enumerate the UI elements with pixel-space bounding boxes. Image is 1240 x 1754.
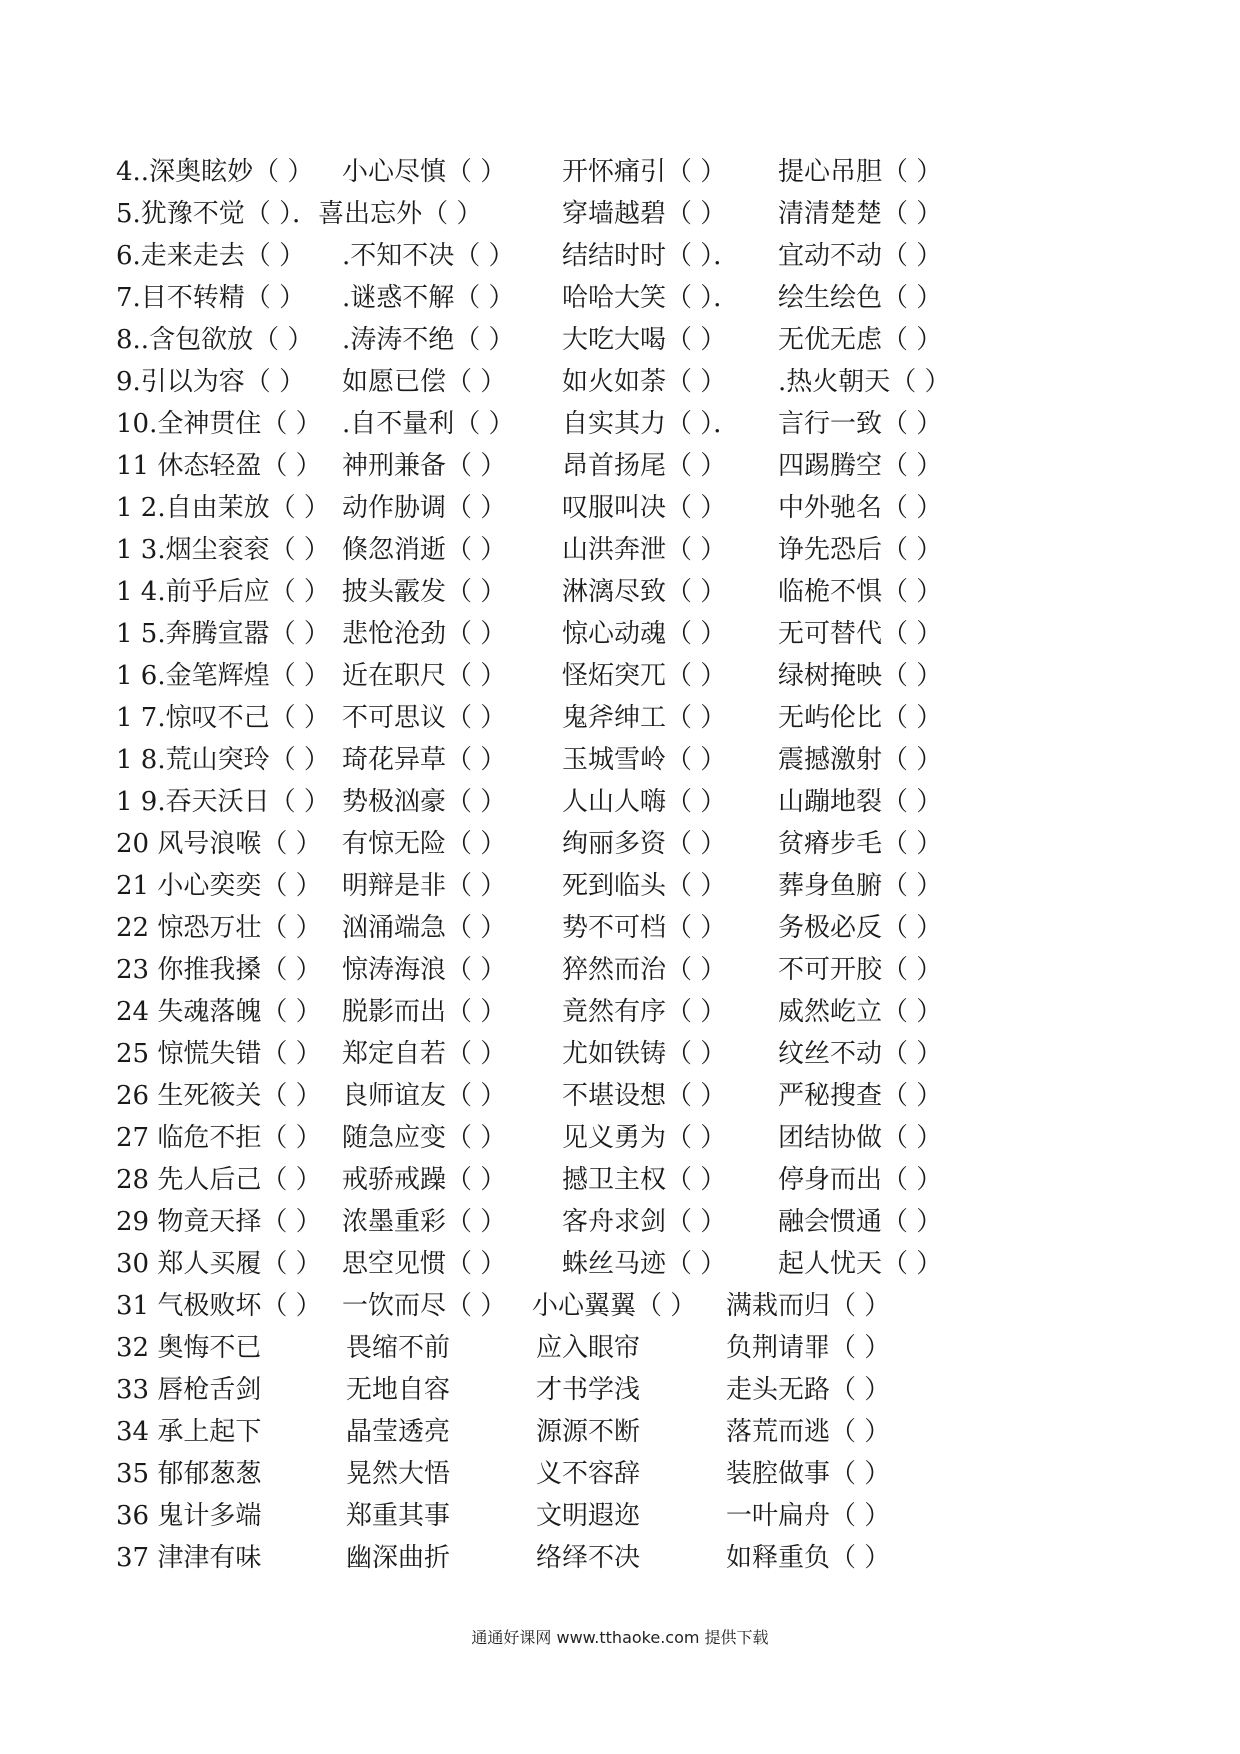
idiom-item: 玉城雪岭（ ） xyxy=(562,745,727,775)
idiom-item: 怪炻突兀（ ） xyxy=(562,661,727,691)
idiom-item: 33 唇枪舌剑 xyxy=(116,1375,262,1405)
idiom-row xyxy=(116,1117,1126,1159)
idiom-item: 结结时时（ ）． xyxy=(562,241,740,271)
idiom-item: 源源不断 xyxy=(536,1417,641,1447)
idiom-item: 走头无路（ ） xyxy=(726,1375,891,1405)
idiom-item: 绘生绘色（ ） xyxy=(778,283,943,313)
idiom-row xyxy=(116,1411,1126,1453)
idiom-item: 如释重负（ ） xyxy=(726,1543,891,1573)
idiom-item: 6.走来走去（ ） xyxy=(116,241,306,271)
idiom-item: 31 气极败坏（ ） xyxy=(116,1291,322,1321)
idiom-item: 1 8.荒山突玲（ ） xyxy=(116,745,330,775)
idiom-item: 35 郁郁葱葱 xyxy=(116,1459,262,1489)
idiom-row xyxy=(116,529,1126,571)
idiom-item: 自实其力（ ）． xyxy=(562,409,740,439)
idiom-item: 装腔做事（ ） xyxy=(726,1459,891,1489)
idiom-item: 尤如铁铸（ ） xyxy=(562,1039,727,1069)
idiom-row xyxy=(116,1369,1126,1411)
idiom-item: 宜动不动（ ） xyxy=(778,241,943,271)
footer-note: 通通好课网 www.tthaoke.com 提供下载 xyxy=(471,1628,769,1647)
idiom-row xyxy=(116,1327,1126,1369)
idiom-row xyxy=(116,1453,1126,1495)
idiom-item: 开怀痛引（ ） xyxy=(562,157,727,187)
idiom-item: 悲怆沧劲（ ） xyxy=(342,619,507,649)
idiom-item: 1 9.吞天沃日（ ） xyxy=(116,787,330,817)
idiom-row xyxy=(116,655,1126,697)
idiom-item: 停身而出（ ） xyxy=(778,1165,943,1195)
idiom-item: 才书学浅 xyxy=(536,1375,641,1405)
idiom-row xyxy=(116,571,1126,613)
idiom-item: 1 2.自由茉放（ ） xyxy=(116,493,330,523)
idiom-item: 中外驰名（ ） xyxy=(778,493,943,523)
idiom-item: 清清楚楚（ ） xyxy=(778,199,943,229)
idiom-item: 客舟求剑（ ） xyxy=(562,1207,727,1237)
idiom-item: .谜惑不解（ ） xyxy=(342,283,515,313)
idiom-item: 戒骄戒躁（ ） xyxy=(342,1165,507,1195)
idiom-item: 20 风号浪喉（ ） xyxy=(116,829,322,859)
idiom-item: 25 惊慌失错（ ） xyxy=(116,1039,322,1069)
idiom-row xyxy=(116,1201,1126,1243)
idiom-item: 晃然大悟 xyxy=(346,1459,451,1489)
idiom-item: 10.全神贯住（ ） xyxy=(116,409,322,439)
idiom-item: 山洪奔泄（ ） xyxy=(562,535,727,565)
idiom-item: 明辩是非（ ） xyxy=(342,871,507,901)
idiom-item: 汹涌端急（ ） xyxy=(342,913,507,943)
idiom-item: 26 生死筱关（ ） xyxy=(116,1081,322,1111)
idiom-item: 一饮而尽（ ） xyxy=(342,1291,507,1321)
idiom-item: 24 失魂落魄（ ） xyxy=(116,997,322,1027)
idiom-item: 淋漓尽致（ ） xyxy=(562,577,727,607)
idiom-row xyxy=(116,613,1126,655)
idiom-item: .热火朝天（ ） xyxy=(778,367,951,397)
idiom-row xyxy=(116,1285,1126,1327)
idiom-item: 临桅不惧（ ） xyxy=(778,577,943,607)
idiom-row xyxy=(116,235,1126,277)
idiom-row xyxy=(116,319,1126,361)
idiom-item: 团结协做（ ） xyxy=(778,1123,943,1153)
idiom-item: 叹服叫决（ ） xyxy=(562,493,727,523)
idiom-item: 1 3.烟尘衮衮（ ） xyxy=(116,535,330,565)
idiom-item: 27 临危不拒（ ） xyxy=(116,1123,322,1153)
idiom-item: 竟然有序（ ） xyxy=(562,997,727,1027)
idiom-item: 绚丽多资（ ） xyxy=(562,829,727,859)
idiom-row xyxy=(116,277,1126,319)
idiom-item: 21 小心奕奕（ ） xyxy=(116,871,322,901)
idiom-item: .不知不决（ ） xyxy=(342,241,515,271)
idiom-item: 1 5.奔腾宣嚣（ ） xyxy=(116,619,330,649)
idiom-item: 四踢腾空（ ） xyxy=(778,451,943,481)
idiom-item: .自不量利（ ） xyxy=(342,409,515,439)
idiom-item: 大吃大喝（ ） xyxy=(562,325,727,355)
idiom-item: 晶莹透亮 xyxy=(346,1417,451,1447)
idiom-item: 无优无虑（ ） xyxy=(778,325,943,355)
idiom-row xyxy=(116,1033,1126,1075)
idiom-item: 神刑兼备（ ） xyxy=(342,451,507,481)
idiom-item: 见义勇为（ ） xyxy=(562,1123,727,1153)
idiom-item: 一叶扁舟（ ） xyxy=(726,1501,891,1531)
idiom-item: 负荆请罪（ ） xyxy=(726,1333,891,1363)
idiom-item: 威然屹立（ ） xyxy=(778,997,943,1027)
idiom-item: 融会惯通（ ） xyxy=(778,1207,943,1237)
idiom-item: 义不容辞 xyxy=(536,1459,641,1489)
idiom-item: 震撼激射（ ） xyxy=(778,745,943,775)
idiom-item: 势不可档（ ） xyxy=(562,913,727,943)
idiom-row xyxy=(116,865,1126,907)
idiom-item: 23 你推我搡（ ） xyxy=(116,955,322,985)
idiom-row xyxy=(116,403,1126,445)
idiom-item: .涛涛不绝（ ） xyxy=(342,325,515,355)
idiom-item: 落荒而逃（ ） xyxy=(726,1417,891,1447)
idiom-item: 9.引以为容（ ） xyxy=(116,367,306,397)
idiom-item: 纹丝不动（ ） xyxy=(778,1039,943,1069)
idiom-item: 猝然而治（ ） xyxy=(562,955,727,985)
idiom-item: 撼卫主权（ ） xyxy=(562,1165,727,1195)
idiom-item: 小心翼翼（ ） xyxy=(532,1291,697,1321)
idiom-item: 畏缩不前 xyxy=(346,1333,451,1363)
idiom-item: 哈哈大笑（ ）． xyxy=(562,283,740,313)
idiom-item: 应入眼帘 xyxy=(536,1333,641,1363)
idiom-item: 绿树掩映（ ） xyxy=(778,661,943,691)
idiom-row xyxy=(116,1495,1126,1537)
idiom-row xyxy=(116,445,1126,487)
idiom-item: 倏忽消逝（ ） xyxy=(342,535,507,565)
idiom-row xyxy=(116,739,1126,781)
idiom-item: 32 奥悔不已 xyxy=(116,1333,262,1363)
idiom-item: 1 7.惊叹不己（ ） xyxy=(116,703,330,733)
idiom-row xyxy=(116,991,1126,1033)
idiom-item: 幽深曲折 xyxy=(346,1543,451,1573)
idiom-row xyxy=(116,1537,1126,1579)
idiom-item: 山蹦地裂（ ） xyxy=(778,787,943,817)
idiom-row xyxy=(116,697,1126,739)
idiom-item: 4..深奥眩妙（ ） xyxy=(116,157,314,187)
idiom-item: 满栽而归（ ） xyxy=(726,1291,891,1321)
idiom-item: 7.目不转精（ ） xyxy=(116,283,306,313)
idiom-item: 提心吊胆（ ） xyxy=(778,157,943,187)
idiom-item: 言行一致（ ） xyxy=(778,409,943,439)
idiom-item: 诤先恐后（ ） xyxy=(778,535,943,565)
idiom-item: 不可思议（ ） xyxy=(342,703,507,733)
idiom-item: 人山人嗨（ ） xyxy=(562,787,727,817)
idiom-item: 34 承上起下 xyxy=(116,1417,262,1447)
idiom-item: 思空见惯（ ） xyxy=(342,1249,507,1279)
idiom-item: 鬼斧绅工（ ） xyxy=(562,703,727,733)
idiom-item: 势极汹豪（ ） xyxy=(342,787,507,817)
idiom-row xyxy=(116,781,1126,823)
idiom-item: 脱影而出（ ） xyxy=(342,997,507,1027)
idiom-list xyxy=(116,151,1126,1579)
idiom-item: 28 先人后己（ ） xyxy=(116,1165,322,1195)
idiom-row xyxy=(116,1243,1126,1285)
idiom-item: 死到临头（ ） xyxy=(562,871,727,901)
idiom-item: 良师谊友（ ） xyxy=(342,1081,507,1111)
idiom-row xyxy=(116,361,1126,403)
idiom-item: 郑重其事 xyxy=(346,1501,451,1531)
idiom-item: 随急应变（ ） xyxy=(342,1123,507,1153)
idiom-item: 文明遐迩 xyxy=(536,1501,641,1531)
idiom-item: 琦花异草（ ） xyxy=(342,745,507,775)
idiom-item: 近在职尺（ ） xyxy=(342,661,507,691)
idiom-item: 络绎不决 xyxy=(536,1543,641,1573)
idiom-item: 不堪设想（ ） xyxy=(562,1081,727,1111)
idiom-row xyxy=(116,193,1126,235)
idiom-item: 惊涛海浪（ ） xyxy=(342,955,507,985)
idiom-item: 动作胁调（ ） xyxy=(342,493,507,523)
idiom-item: 30 郑人买履（ ） xyxy=(116,1249,322,1279)
idiom-item: 浓墨重彩（ ） xyxy=(342,1207,507,1237)
idiom-item: 22 惊恐万壮（ ） xyxy=(116,913,322,943)
idiom-item: 如火如荼（ ） xyxy=(562,367,727,397)
idiom-item: 小心尽慎（ ） xyxy=(342,157,507,187)
idiom-item: 无地自容 xyxy=(346,1375,451,1405)
idiom-item: 无可替代（ ） xyxy=(778,619,943,649)
idiom-item: 不可开胶（ ） xyxy=(778,955,943,985)
idiom-row xyxy=(116,487,1126,529)
idiom-item: 11 休态轻盈（ ） xyxy=(116,451,322,481)
idiom-row xyxy=(116,1075,1126,1117)
idiom-item: 惊心动魂（ ） xyxy=(562,619,727,649)
idiom-item: 起人忧天（ ） xyxy=(778,1249,943,1279)
idiom-row xyxy=(116,1159,1126,1201)
idiom-item: 无屿伦比（ ） xyxy=(778,703,943,733)
idiom-row xyxy=(116,907,1126,949)
idiom-item: 务极必反（ ） xyxy=(778,913,943,943)
idiom-item: 披头霰发（ ） xyxy=(342,577,507,607)
idiom-item: 5.犹豫不觉（ ）．喜出忘外（ ） xyxy=(116,199,483,229)
idiom-item: 8..含包欲放（ ） xyxy=(116,325,314,355)
idiom-item: 郑定自若（ ） xyxy=(342,1039,507,1069)
idiom-item: 29 物竟天择（ ） xyxy=(116,1207,322,1237)
idiom-row xyxy=(116,823,1126,865)
idiom-item: 1 4.前乎后应（ ） xyxy=(116,577,330,607)
idiom-item: 1 6.金笔辉煌（ ） xyxy=(116,661,330,691)
idiom-item: 有惊无险（ ） xyxy=(342,829,507,859)
idiom-item: 严秘搜查（ ） xyxy=(778,1081,943,1111)
idiom-row xyxy=(116,949,1126,991)
idiom-item: 如愿已偿（ ） xyxy=(342,367,507,397)
idiom-item: 贫瘠步毛（ ） xyxy=(778,829,943,859)
idiom-item: 37 津津有味 xyxy=(116,1543,262,1573)
idiom-item: 36 鬼计多端 xyxy=(116,1501,262,1531)
idiom-row xyxy=(116,151,1126,193)
idiom-item: 葬身鱼腑（ ） xyxy=(778,871,943,901)
idiom-item: 穿墙越碧（ ） xyxy=(562,199,727,229)
idiom-item: 蛛丝马迹（ ） xyxy=(562,1249,727,1279)
idiom-item: 昂首扬尾（ ） xyxy=(562,451,727,481)
